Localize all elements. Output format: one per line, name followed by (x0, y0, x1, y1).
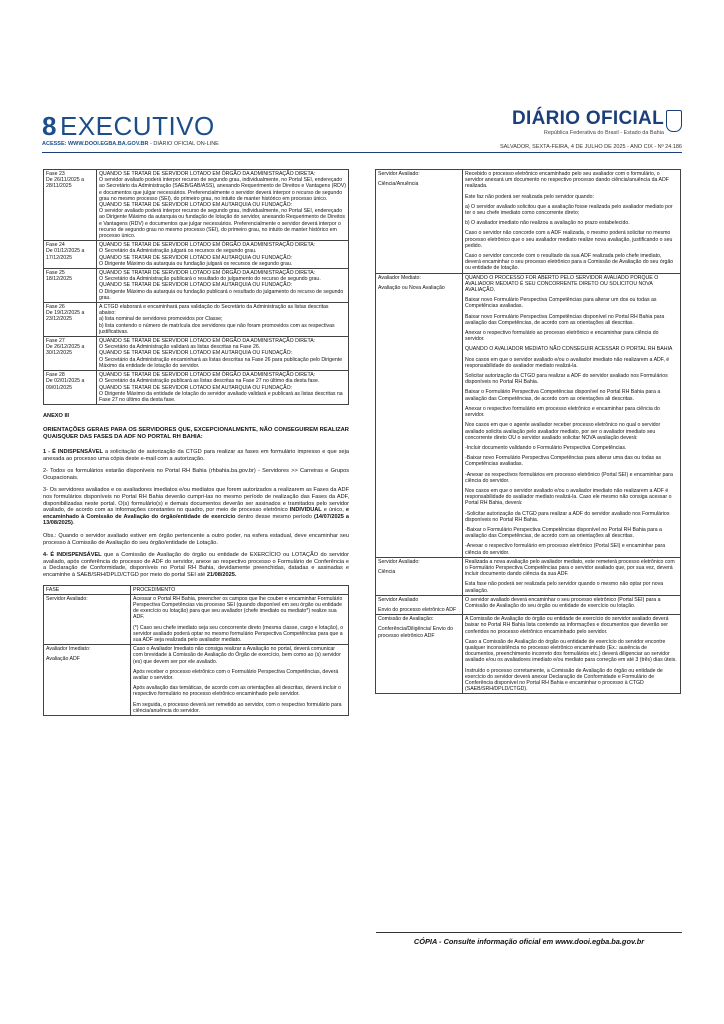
table-row (376, 170, 681, 274)
phase-line: O Secretário da Administração publicará o resultado do julgamento do recurso de segundo grau. (99, 276, 321, 283)
phase-line: O Secretário da Administração encaminhará as listas descritas na Fase 26 para publicação pelo Dirigente Máximo da entidade de lotação do servidor. (99, 356, 343, 369)
left-column (43, 169, 349, 716)
fase-label: Servidor Avaliado (378, 596, 419, 603)
phase-line: QUANDO SE TRATAR DE SERVIDOR LOTADO EM ÓRGÃO DA ADMINISTRAÇÃO DIRETA: (99, 372, 316, 379)
access-rest: - DIÁRIO OFICIAL ON-LINE (148, 141, 219, 147)
procedimento-paragraph: a) O servidor avaliado solicitou que a avaliação fosse realizada pelo avaliador mediato por ter o seu chefe imediato como concorrente direto; (465, 203, 673, 217)
procedimento-paragraph: Instruído o processo corretamente, a Comissão de Avaliação do órgão ou entidade de exercício do servidor deverá anexar Declaração de Conformidade e Formulário de Conferência disponível no Portal RH Bahia e encaminhar o processo à CTGD (SAEB/SRH/DPLD/CTGD). (465, 667, 663, 693)
item-1 (43, 449, 349, 462)
brand-title: DIÁRIO OFICIAL (512, 108, 664, 129)
phase-line: O Dirigente Máximo da entidade de lotação do servidor avaliado validará e publicará as listas descritas na Fase 27 no último dia desta fase. (99, 390, 343, 403)
table-row (44, 303, 349, 337)
item-2: 2- Todos os formulários estarão disponíveis no Portal RH Bahia (rhbahia.ba.gov.br) - Servidores >> Carreiras e Grupos Ocupacionais. (43, 468, 349, 481)
item-3-e: . (72, 520, 75, 527)
fase-cell (376, 557, 463, 595)
phase-line: O Dirigente Máximo da autarquia ou fundação publicará o resultado do julgamento do recurso de segundo grau. (99, 288, 344, 301)
procedimento-paragraph: Nos casos em que o servidor avaliado e/ou o avaliador imediato não realizarem a ADF é responsabilidade do avaliador mediato realizá-la. Caso ele mesmo não consiga acessar o Portal RH Bahia, deverá: (465, 487, 672, 507)
procedimento-cell (463, 170, 681, 274)
phase-line: O Secretário da Administração validará as listas descritas na Fase 26. (99, 344, 261, 351)
phase-line: O servidor avaliado poderá interpor recurso de segundo grau, individualmente, no Portal SEI, endereçado ao Dirigente Máximo da autarquia ou fundação de lotação do servidor, anexando Requerimento de Direitos e Vantagens (RDV) e documentos que julgar necessários. Preferencialmente o servidor deverá interpor o recurso de segundo grau no mesmo processo (SEI), do primeiro grau, no intuito de manter histórico em processo único. (99, 208, 345, 240)
procedimento-paragraph: Acessar o Portal RH Bahia, preencher os campos que lhe couber e encaminhar Formulário Perspectiva Competências via processo SEI (quando disponível em seu órgão ou entidade de exercício ou lotação) para que seu avaliador (chefe imediato ou mediato*) realize sua ADF. (133, 595, 343, 621)
fase-label: Avaliação ADF (46, 656, 80, 663)
procedimento-paragraph: Solicitar autorização da CTGD para realizar a ADF do servidor avaliado nos Formulários disponíveis no Portal RH Bahia. (465, 373, 668, 386)
phase-cell (44, 337, 97, 371)
procedimento-paragraph: Baixar o Formulário Perspectiva Competências disponível no Portal RH Bahia para a avaliação das Competências, de acordo com as orientações ali descritas. (465, 389, 661, 402)
phase-label: Fase 27 (46, 338, 65, 345)
procedimento-paragraph: Caso o Avaliador Imediato não consiga realizar a Avaliação no portal, deverá comunicar com brevidade à Comissão de Avaliação do Órgão de exercício, bem como ao (s) servidor (es) que devem ser por ele avaliado. (133, 646, 341, 665)
procedimento-paragraph: -Anexar os respectivos formulários em processo eletrônico (Portal SEI) e encaminhar para ciência do servidor. (465, 471, 673, 484)
item-1-text: a solicitação de autorização da CTGD para realizar as fases em formulário impresso e que seja anexada ao processo uma cópia deste e-mail com a autorização. (43, 449, 349, 462)
phase-line: O Dirigente Máximo da autarquia ou fundação julgará os recursos de segundo grau. (99, 260, 293, 267)
header-fase: FASE (44, 585, 131, 594)
item-3-c: e único, (321, 507, 346, 514)
table-row (44, 371, 349, 405)
phase-line: QUANDO SE TRATAR DE SERVIDOR LOTADO EM AUTARQUIA OU FUNDAÇÃO: (99, 350, 293, 357)
phase-cell (44, 269, 97, 303)
fase-label: Servidor Avaliado: (46, 595, 88, 602)
table-row (376, 557, 681, 595)
phase-label: Fase 28 (46, 372, 65, 379)
fase-cell (44, 645, 131, 716)
phase-label: Fase 23 (46, 171, 65, 177)
item-3-d: dentro desse mesmo período (235, 513, 314, 520)
procedimento-paragraph: QUANDO O PROCESSO FOR ABERTO PELO SERVIDOR AVALIADO PORQUE O AVALIADOR MEDIATO É SEU CONCORRENTE DIRETO OU SOLICITOU NOVA AVALIAÇÃO. (465, 274, 659, 294)
procedimento-paragraph: -Anexar o respectivo formulário em processo eletrônico (Portal SEI) e encaminhar para ciência do servidor. (465, 543, 666, 556)
item-4-lead: 4- É INDISPENSÁVEL (43, 552, 102, 559)
table-row (44, 645, 349, 716)
header-divider (42, 152, 682, 153)
phase-cell (44, 241, 97, 269)
procedure-table (43, 585, 349, 716)
phase-description (97, 337, 349, 371)
procedimento-paragraph: A Comissão de Avaliação do órgão ou entidade de exercício do servidor avaliado deverá baixar no Portal RH Bahia lista contendo as informações e documentos que deverão ser conferidos no processo eletrônico encaminhado pelo servidor. (465, 616, 669, 635)
section-title: EXECUTIVO (60, 111, 215, 141)
procedimento-paragraph: Baixar novo Formulário Perspectiva Competências disponível no Portal RH Bahia para avaliação das Competências, de acordo com as orientações ali descritas. (465, 313, 665, 326)
procedimento-paragraph: Após avaliação das temáticas, de acordo com as orientações ali descritas, deverá incluir o respectivo formulário no processo eletrônico encaminhado pelo servidor. (133, 685, 341, 698)
phase-line: A CTGD elaborará e encaminhará para validação do Secretário da Administração as listas descritas abaixo: (99, 304, 329, 317)
procedimento-cell (463, 273, 681, 557)
procedimento-paragraph: QUANDO O AVALIADOR MEDIATO NÃO CONSEGUIR ACESSAR O PORTAL RH BAHIA (465, 346, 673, 353)
procedimento-paragraph: -Baixar o Formulário Perspectiva Competências disponível no Portal RH Bahia para a avaliação das Competências, de acordo com as orientações ali descritas. (465, 526, 662, 540)
phase-label: De 19/12/2025 a 23/12/2025 (46, 310, 85, 323)
access-line (42, 141, 219, 147)
page-header (42, 108, 682, 156)
fase-label: Avaliação ou Nova Avaliação (378, 284, 445, 291)
orientacoes-heading: ORIENTAÇÕES GERAIS PARA OS SERVIDORES QUE, EXCEPCIONALMENTE, NÃO CONSEGUIREM REALIZAR QUAISQUER DAS FASES DA ADF NO PORTAL RH BAHIA: (43, 427, 349, 441)
edition-line: SALVADOR, SEXTA-FEIRA, 4 DE JULHO DE 2025 - ANO CIX - Nº 24.186 (499, 144, 682, 150)
phase-description (97, 303, 349, 337)
item-3 (43, 487, 349, 527)
procedimento-paragraph: b) O avaliador imediato não realizou a avaliação no prazo estabelecido. (465, 220, 630, 227)
item-3-b3: (14/07/2025 a 13/08/2025) (43, 513, 349, 527)
item-3-a: 3- Os servidores avaliados e os avaliadores imediatos e/ou mediatos que forem autorizados a realizarem as Fases da ADF nos formulários disponíveis no Portal RH Bahia deverão cumpri-las no mesmo período de realização das Fases da ADF, disponibilizadas neste portal. O(s) formulário(s) e demais documentos deverão ser assinados e tramitados pelo servidor avaliado, de acordo com as informações constantes no quadro, por meio de processo eletrônico (43, 487, 349, 514)
brand-subtitle: República Federativa do Brasil - Estado da Bahia (543, 130, 664, 136)
phase-line: b) lista contendo o número de matrícula dos servidores que não foram promovidos com as respectivas justificativas. (99, 322, 335, 335)
procedimento-paragraph: Anexar o respectivo formulário ao processo eletrônico e encaminhar para ciência do servidor. (465, 330, 659, 343)
procedimento-paragraph: Nos casos em que o agente avaliador receber processo eletrônico no qual o servidor avaliado solicita avaliação pelo avaliador mediato, por ser o avaliador imediato seu concorrente direto OU o servidor avaliado solicitar NOVA avaliação deverá: (465, 422, 661, 441)
access-url[interactable]: WWW.DOOI.EGBA.BA.GOV.BR (67, 141, 149, 147)
phase-line: QUANDO SE TRATAR DE SERVIDOR LOTADO EM ÓRGÃO DA ADMINISTRAÇÃO DIRETA: (99, 270, 316, 277)
fase-cell (376, 170, 463, 274)
phase-label: Fase 25 (46, 270, 65, 277)
procedimento-paragraph: Este faz não poderá ser realizada pelo servidor quando: (465, 193, 594, 200)
phase-description (97, 269, 349, 303)
phase-line: QUANDO SE TRATAR DE SERVIDOR LOTADO EM ÓRGÃO DA ADMINISTRAÇÃO DIRETA: (99, 338, 316, 345)
procedimento-paragraph: Recebido o processo eletrônico encaminhado pelo seu avaliador com o formulário, o servidor anexará um documento no respectivo processo dando ciência/anuência da ADF realizada. (465, 171, 669, 190)
fase-label: Servidor Avaliado: (378, 558, 420, 565)
phase-description (97, 371, 349, 405)
fase-label: Ciência/Anuência (378, 181, 419, 188)
phase-line: O servidor avaliado poderá interpor recurso de segundo grau, individualmente, no Portal SEI, endereçado ao Secretário da Administração (SAEB/GAB/ASS), anexando Requerimento de Direitos e Vantagens (RDV) e documentos que julgar necessários. Preferencialmente o servidor deverá interpor o recurso de segundo grau no mesmo processo (SEI), do primeiro grau, no intuito de manter histórico em processo único. (99, 177, 347, 202)
phase-line: QUANDO SE TRATAR DE SERVIDOR LOTADO EM ÓRGÃO DA ADMINISTRAÇÃO DIRETA: (99, 242, 316, 249)
fase-label: Conferência/Diligência/ Envio do processo eletrônico ADF (378, 626, 453, 639)
procedimento-paragraph: Caso a Comissão de Avaliação do órgão ou entidade de exercício do servidor encontre qualquer inconsistência no processo eletrônico encaminhado (Ex.: ausência de documentos, preenchimento incorreto dos formulários etc.) deverá diligenciar ao servidor avaliado e/ou os avaliadores imediato e/ou mediato para correção em até 3 (três) dias úteis. (465, 638, 677, 664)
phase-table (43, 169, 349, 405)
procedimento-paragraph: Após receber o processo eletrônico com o Formulário Perspectiva Competências, deverá avaliar o servidor. (133, 668, 339, 682)
item-1-lead: 1 - É INDISPENSÁVEL (43, 449, 103, 456)
phase-description (97, 170, 349, 241)
anexo-title: ANEXO III (43, 413, 70, 420)
phase-line: O Secretário da Administração publicará as listas descritas na Fase 27 no último dia desta fase. (99, 378, 320, 385)
fase-cell (376, 615, 463, 694)
brand-block (442, 108, 682, 140)
obs: Obs.: Quando o servidor avaliado estiver em órgão pertencente a outro poder, na esfera estadual, deve encaminhar seu processo à Comissão de Avaliação do seu órgão/entidade de Lotação. (43, 533, 349, 546)
phase-line: QUANDO SE TRATAR DE SERVIDOR LOTADO EM AUTARQUIA OU FUNDAÇÃO: (99, 384, 293, 391)
phase-label: Fase 26 (46, 304, 65, 311)
right-column (375, 169, 681, 694)
fase-label: Comissão de Avaliação: (378, 616, 434, 623)
item-3-b1: INDIVIDUAL (289, 507, 322, 514)
fase-label: Ciência (378, 568, 396, 575)
procedimento-cell (131, 594, 349, 644)
phase-label: De 02/01/2025 a 09/01/2025 (46, 378, 85, 391)
procedimento-paragraph: Nos casos em que o servidor avaliado e/ou o avaliador imediato não realizarem a ADF, é responsabilidade do avaliador mediato realizá-la. (465, 356, 670, 369)
table-row (44, 269, 349, 303)
procedimento-paragraph: -Solicitar autorização da CTGD para realizar a ADF do servidor avaliado nos Formulários disponíveis no Portal RH Bahia. (465, 510, 670, 523)
procedure-header-row (44, 585, 349, 594)
coat-of-arms-icon (666, 110, 682, 132)
table-row (376, 273, 681, 557)
phase-line: a) lista nominal de servidores promovidos por Classe; (99, 316, 223, 323)
phase-line: QUANDO SE TRATAR DE SERVIDOR LOTADO EM ÓRGÃO DA ADMINISTRAÇÃO DIRETA: (99, 171, 316, 177)
item-4-text: que a Comissão de Avaliação do órgão ou entidade de EXERCÍCIO ou LOTAÇÃO do servidor avaliado, após conferência do processo de ADF do servidor, anexe ao respectivo processo o Formulário de Conferência e a Declaração de Conformidade, disponíveis no Portal RH Bahia, devidamente preenchidas, datadas e assinadas e encaminhe à SAEB/SRH/DPLD/CTGD por meio do portal SEI até (43, 552, 349, 579)
phase-label: De 26/11/2025 a 28/11/2025 (46, 177, 84, 190)
fase-cell (376, 595, 463, 614)
procedimento-cell (131, 645, 349, 716)
table-row (44, 170, 349, 241)
procedimento-paragraph: Anexar o respectivo formulário em processo eletrônico e encaminhar para ciência do servidor. (465, 405, 660, 419)
header-procedimento: PROCEDIMENTO (131, 585, 349, 594)
footer-divider (376, 932, 682, 933)
procedimento-paragraph: -Baixar novo Formulário Perspectiva Competências para alterar uma das ou todas as Competências avaliadas. (465, 455, 662, 468)
footer-copy-note: CÓPIA - Consulte informação oficial em www.dooi.egba.ba.gov.br (413, 937, 645, 946)
procedure-table-continued (375, 169, 681, 694)
phase-label: De 26/12/2025 a 30/12/2025 (46, 344, 85, 357)
phase-line: O Secretário da Administração julgará os recursos de segundo grau. (99, 248, 257, 255)
table-row (44, 337, 349, 371)
procedimento-paragraph: Caso o servidor não concorde com a ADF realizada, o mesmo poderá solicitar no mesmo processo eletrônico que o seu avaliador mediato realize nova avaliação, justificando o seu pedido. (465, 230, 673, 249)
procedimento-paragraph: Baixar novo Formulário Perspectiva Competências para alterar um dos ou todas as Competências avaliadas. (465, 297, 657, 310)
procedimento-paragraph: Esta fase não poderá ser realizada pelo servidor quando o mesmo não optar por nova avaliação. (465, 581, 664, 594)
item-4 (43, 552, 349, 578)
table-row (376, 595, 681, 614)
procedimento-cell (463, 615, 681, 694)
phase-label: 18/12/2025 (46, 276, 72, 283)
fase-label: Envio do processo eletrônico ADF (378, 606, 457, 613)
phase-label: De 01/12/2025 a 17/12/2025 (46, 248, 85, 261)
fase-cell (44, 594, 131, 644)
fase-label: Servidor Avaliado: (378, 171, 420, 177)
page-number: 8 (42, 111, 57, 141)
item-3-b2: e encaminhado à Comissão de Avaliação do órgão/entidade de exercício (43, 507, 349, 520)
phase-line: QUANDO SE TRATAR DE SERVIDOR LOTADO EM AUTARQUIA OU FUNDAÇÃO: (99, 202, 293, 209)
phase-cell (44, 371, 97, 405)
phase-label: Fase 24 (46, 242, 65, 249)
table-row (376, 615, 681, 694)
procedimento-cell (463, 557, 681, 595)
access-label: ACESSE: (42, 141, 68, 147)
procedimento-paragraph: Caso o servidor concorde com o resultado da sua ADF realizada pelo chefe imediato, deverá encaminhar o seu processo eletrônico para a Comissão de Avaliação do seu órgão ou entidade de lotação. (465, 253, 674, 272)
procedimento-cell (463, 595, 681, 614)
phase-cell (44, 170, 97, 241)
fase-cell (376, 273, 463, 557)
procedimento-paragraph: Em seguida, o processo deverá ser remetido ao servidor, com o respectivo formulário para ciência/anuência do servidor. (133, 701, 342, 714)
phase-description (97, 241, 349, 269)
fase-label: Avaliador Imediato: (46, 646, 91, 653)
procedimento-paragraph: Realizada a nova avaliação pelo avaliador mediato, este remeterá processo eletrônico com o Formulário Perspectiva Competências para o servidor avaliado que, por sua vez, deverá incluir documento dando ciência da sua ADF. (465, 558, 675, 578)
phase-line: QUANDO SE TRATAR DE SERVIDOR LOTADO EM AUTARQUIA OU FUNDAÇÃO: (99, 282, 293, 289)
phase-cell (44, 303, 97, 337)
procedimento-paragraph: (*) Caso seu chefe imediato seja seu concorrente direto (mesma classe, cargo e lotação), o servidor avaliado poderá optar no mesmo formulário Perspectiva Competências para que a sua ADF seja realizada pelo avaliador mediato. (133, 624, 344, 644)
item-4-date: 21/08/2025. (206, 572, 237, 579)
phase-line: QUANDO SE TRATAR DE SERVIDOR LOTADO EM AUTARQUIA OU FUNDAÇÃO: (99, 254, 293, 261)
table-row (44, 241, 349, 269)
procedimento-paragraph: -Incluir documento validando o Formulário Perspectiva Competências. (465, 444, 627, 451)
table-row (44, 594, 349, 644)
fase-label: Avaliador Mediato: (378, 274, 421, 281)
procedimento-paragraph: O servidor avaliado deverá encaminhar o seu processo eletrônico (Portal SEI) para a Comissão de Avaliação do seu órgão ou entidade de exercício ou lotação. (465, 596, 661, 609)
